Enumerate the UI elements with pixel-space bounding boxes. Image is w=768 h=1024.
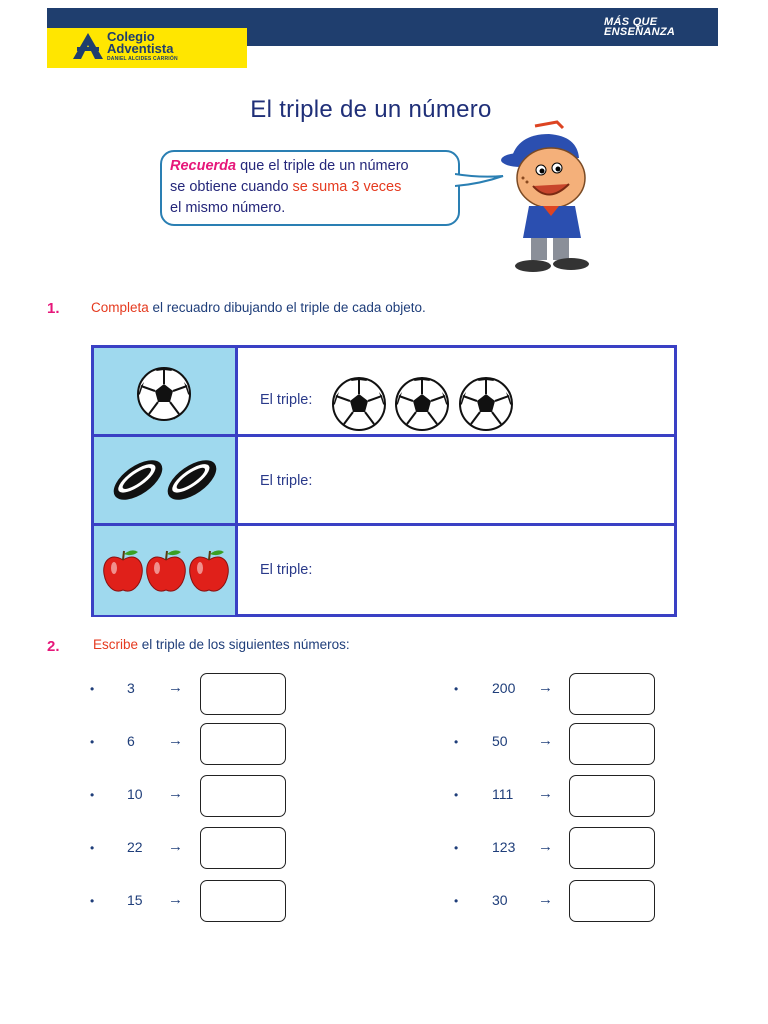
slogan-line2: ENSEÑANZA xyxy=(604,26,676,38)
arrow-right-icon: → xyxy=(538,891,553,908)
arrow-right-icon: → xyxy=(168,732,183,749)
answer-box[interactable] xyxy=(200,880,286,922)
apple-icon xyxy=(188,548,230,594)
arrow-right-icon: → xyxy=(538,785,553,802)
exercise1-verb: Completa xyxy=(91,300,149,315)
bullet: • xyxy=(90,894,95,908)
answer-box[interactable] xyxy=(569,673,655,715)
exercise2-verb: Escribe xyxy=(93,637,139,652)
page-title: El triple de un número xyxy=(250,96,492,123)
number-value: 22 xyxy=(127,839,143,855)
answer-box[interactable] xyxy=(200,673,286,715)
soccer-ball-icon xyxy=(331,376,387,432)
arrow-right-icon: → xyxy=(168,891,183,908)
logo-text-line3: DANIEL ALCIDES CARRIÓN xyxy=(107,56,178,62)
reminder-highlight: se suma 3 veces xyxy=(292,179,402,195)
bullet: • xyxy=(454,682,459,696)
slogan-line1: MÁS QUE xyxy=(604,16,658,28)
reminder-part1: que el triple de un número xyxy=(236,158,409,174)
arrow-right-icon: → xyxy=(168,785,183,802)
number-value: 111 xyxy=(492,786,514,802)
tire-icon xyxy=(108,453,168,507)
number-value: 200 xyxy=(492,680,516,696)
answer-box[interactable] xyxy=(200,723,286,765)
object-cell xyxy=(94,526,238,615)
bullet: • xyxy=(454,735,459,749)
arrow-right-icon: → xyxy=(168,838,183,855)
bullet: • xyxy=(90,788,95,802)
arrow-right-icon: → xyxy=(538,732,553,749)
answer-box[interactable] xyxy=(200,827,286,869)
soccer-ball-icon xyxy=(394,376,450,432)
number-value: 30 xyxy=(492,892,508,908)
soccer-ball-icon xyxy=(458,376,514,432)
reminder-part3: el mismo número. xyxy=(170,200,286,216)
number-value: 10 xyxy=(127,786,143,802)
object-cell xyxy=(94,348,238,434)
answer-box[interactable] xyxy=(569,723,655,765)
slogan xyxy=(604,17,675,37)
exercise1-number: 1. xyxy=(47,300,60,317)
bullet: • xyxy=(454,894,459,908)
arrow-right-icon: → xyxy=(538,838,553,855)
number-value: 123 xyxy=(492,839,516,855)
number-value: 50 xyxy=(492,733,508,749)
logo-text-line2: Adventista xyxy=(107,41,174,56)
bullet: • xyxy=(90,682,95,696)
exercise2-number: 2. xyxy=(47,638,60,655)
soccer-ball-icon xyxy=(136,366,192,422)
reminder-keyword: Recuerda xyxy=(170,158,237,174)
table-row xyxy=(94,526,674,615)
triple-label: El triple: xyxy=(260,473,313,489)
reminder-bubble xyxy=(160,150,460,226)
triple-label: El triple: xyxy=(260,392,313,408)
reminder-text xyxy=(170,156,455,219)
exercise2-text: el triple de los siguientes números: xyxy=(138,637,350,652)
bullet: • xyxy=(454,788,459,802)
bullet: • xyxy=(454,841,459,855)
bullet: • xyxy=(90,841,95,855)
number-value: 15 xyxy=(127,892,143,908)
logo-text-line1: Colegio xyxy=(107,29,155,44)
number-value: 3 xyxy=(127,680,135,696)
answer-box[interactable] xyxy=(569,775,655,817)
table-row xyxy=(94,437,674,526)
objects-table xyxy=(91,345,677,617)
answer-box[interactable] xyxy=(569,880,655,922)
object-cell xyxy=(94,437,238,523)
triple-label: El triple: xyxy=(260,562,313,578)
exercise2-instruction xyxy=(93,637,350,652)
table-row xyxy=(94,348,674,437)
bullet: • xyxy=(90,735,95,749)
number-value: 6 xyxy=(127,733,135,749)
reminder-part2: se obtiene cuando xyxy=(170,179,293,195)
arrow-right-icon: → xyxy=(168,679,183,696)
answer-box[interactable] xyxy=(200,775,286,817)
apple-icon xyxy=(145,548,187,594)
exercise1-instruction xyxy=(91,300,426,315)
answer-box[interactable] xyxy=(569,827,655,869)
boy-illustration xyxy=(493,120,611,278)
school-logo xyxy=(47,28,247,68)
arrow-right-icon: → xyxy=(538,679,553,696)
tire-icon xyxy=(162,453,222,507)
apple-icon xyxy=(102,548,144,594)
exercise1-text: el recuadro dibujando el triple de cada objeto. xyxy=(148,300,426,315)
logo-emblem-icon xyxy=(73,33,103,59)
